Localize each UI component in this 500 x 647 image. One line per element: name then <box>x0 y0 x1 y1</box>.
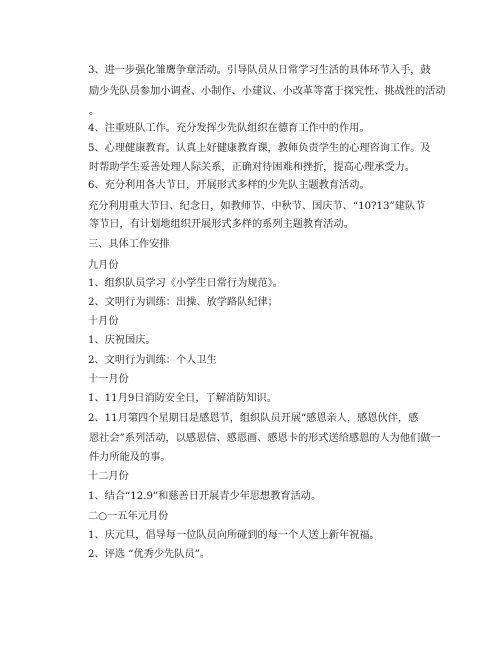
november-item-2-line-1: 2、11月第四个星期日是感恩节，组织队员开展“感恩亲人，感恩伙伴，感 <box>88 413 419 424</box>
festival-paragraph-line-1: 充分利用重大节日、纪念日，如教师节、中秋节、国庆节、“10?13”建队节 <box>88 201 426 212</box>
paragraph-3-line-3: 。 <box>89 106 100 117</box>
november-item-1: 1、11月9日消防安全日，了解消防知识。 <box>88 393 277 404</box>
october-item-2: 2、文明行为训练：个人卫生 <box>88 355 217 366</box>
january-item-1: 1、庆元旦，倡导每一位队员向所碰到的每一个人送上新年祝福。 <box>88 530 380 541</box>
month-september: 九月份 <box>88 260 119 271</box>
paragraph-3-line-1: 3、进一步强化雏鹰争章活动。引导队员从日常学习生活的具体环节入手，鼓 <box>88 65 431 76</box>
september-item-1: 1、组织队员学习《小学生日常行为规范》。 <box>88 278 283 289</box>
paragraph-4: 4、注重班队工作。充分发挥少先队组织在德育工作中的作用。 <box>88 123 370 134</box>
month-december: 十二月份 <box>88 471 129 482</box>
section-heading: 三、具体工作安排 <box>88 239 170 250</box>
november-item-2-line-3: 件力所能及的事。 <box>89 452 171 463</box>
december-item-1: 1、结合“12.9”和慈善日开展青少年思想教育活动。 <box>88 491 322 502</box>
october-item-1: 1、庆祝国庆。 <box>88 335 156 346</box>
month-january: 二○一五年元月份 <box>88 511 169 522</box>
festival-paragraph-line-2: 等节日，有计划地组织开展形式多样的系列主题教育活动。 <box>89 219 354 230</box>
month-october: 十月份 <box>88 316 119 327</box>
january-item-2: 2、评选 “优秀少先队员”。 <box>88 549 211 560</box>
month-november: 十一月份 <box>88 374 129 385</box>
november-item-2-line-2: 恩社会”系列活动，以感恩信、感恩画、感恩卡的形式送给感恩的人为他们做一 <box>89 433 441 444</box>
paragraph-3-line-2: 励少先队员参加小调查、小制作、小建议、小改革等富于探究性、挑战性的活动 <box>89 86 446 97</box>
paragraph-6: 6、充分利用各大节日，开展形式多样的少先队主题教育活动。 <box>88 180 370 191</box>
paragraph-5-line-2: 时帮助学生妥善处理人际关系，正确对待困难和挫折，提高心理承受力。 <box>89 162 415 173</box>
september-item-2: 2、文明行为训练：出操、放学路队纪律； <box>88 297 278 308</box>
paragraph-5-line-1: 5、心理健康教育。认真上好健康教育课，教师负责学生的心理咨询工作。及 <box>88 143 431 154</box>
